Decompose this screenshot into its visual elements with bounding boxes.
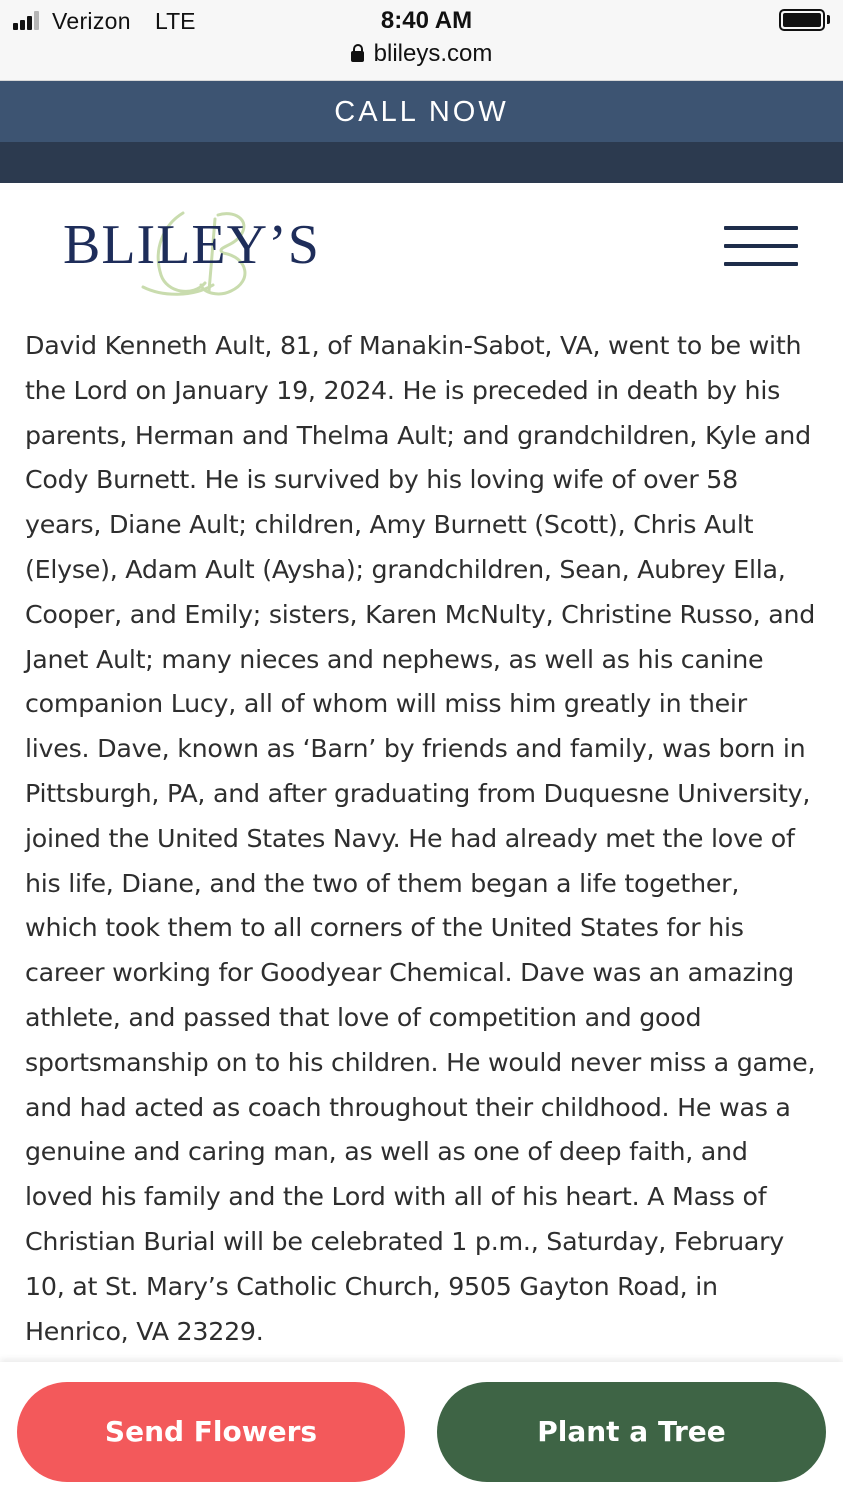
logo-wordmark: BLILEY’S — [63, 214, 320, 276]
plant-a-tree-button[interactable]: Plant a Tree — [437, 1382, 826, 1482]
obituary-text: David Kenneth Ault, 81, of Manakin-Sabot, VA, went to be with the Lord on January 19, 2024. He is preceded in death by his parents, Herman and Thelma Ault; and grandchildren, Kyle and Cody Burnett. He is survived by his loving wife of over 58 years, Diane Ault; children, Amy Burnett (Scott), Chris Ault (Elyse), Adam Ault (Aysha); grandchildren, Sean, Aubrey Ella, Cooper, and Emily; sisters, Karen McNulty, Christine Russo, and Janet Ault; many nieces and nephews, as well as his canine companion Lucy, all of whom will miss him greatly in their lives. Dave, known as ‘Barn’ by friends and family, was born in Pittsburgh, PA, and after graduating from Duquesne University, joined the United States Navy. He had already met the love of his life, Diane, and the two of them began a life together, which took them to all corners of the United States for his career working for Goodyear Chemical. Dave was an amazing athlete, and passed that love of competition and good sportsmanship on to his children. He would never miss a game, and had acted as coach throughout their childhood. He was a genuine and caring man, as well as one of deep faith, and loved his family and the Lord with all of his heart. A Mass of Christian Burial will be celebrated 1 p.m., Saturday, February 10, at St. Mary’s Catholic Church, 9505 Gayton Road, in Henrico, VA 23229. — [25, 331, 816, 1346]
network-type: LTE — [155, 8, 196, 34]
page-url: blileys.com — [373, 40, 493, 67]
lock-icon — [351, 44, 364, 62]
battery-cap — [827, 15, 830, 24]
carrier-name: Verizon — [52, 8, 131, 34]
site-header — [0, 183, 843, 300]
action-bar — [0, 1362, 843, 1499]
status-bar — [0, 0, 843, 81]
blileys-logo[interactable] — [63, 197, 320, 297]
hamburger-menu-icon[interactable] — [724, 226, 798, 266]
send-flowers-button[interactable]: Send Flowers — [17, 1382, 405, 1482]
header-band — [0, 142, 843, 183]
address-bar[interactable] — [0, 40, 843, 68]
call-now-button[interactable]: CALL NOW — [0, 81, 843, 142]
status-time: 8:40 AM — [380, 7, 473, 34]
battery-icon — [779, 9, 825, 31]
